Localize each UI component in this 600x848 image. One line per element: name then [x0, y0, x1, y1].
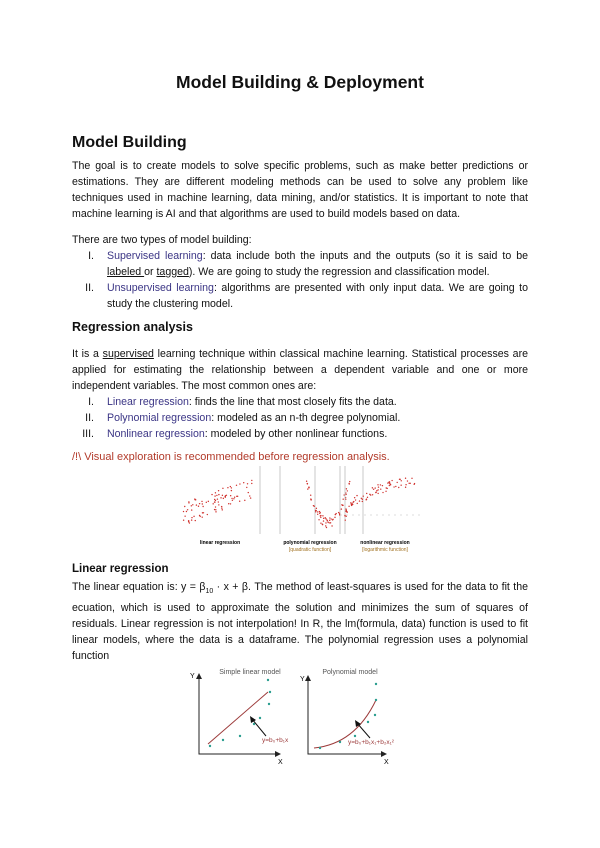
data-point: [405, 487, 406, 488]
term: Nonlinear regression: [107, 428, 205, 440]
data-point: [318, 519, 319, 520]
chart-title: Polynomial model: [322, 669, 378, 676]
panel-nonlinear: [340, 466, 420, 553]
panel-label: polynomial regression: [283, 540, 337, 546]
data-point: [356, 495, 357, 496]
data-point: [393, 486, 394, 487]
underlined-labeled: labeled: [107, 266, 145, 278]
panel-polynomial: [283, 466, 350, 553]
data-point: [218, 494, 219, 495]
data-point: [325, 517, 326, 518]
data-point: [231, 498, 232, 499]
data-point: [183, 519, 184, 520]
data-point: [362, 501, 363, 502]
data-point: [317, 511, 318, 512]
data-point: [184, 515, 185, 516]
data-point: [202, 512, 203, 513]
data-point: [201, 501, 202, 502]
data-point: [317, 514, 318, 515]
data-point: [396, 482, 397, 483]
data-point: [377, 484, 378, 485]
list-item: [72, 410, 528, 426]
data-point: [246, 487, 247, 488]
data-point: [366, 499, 367, 500]
data-point: [232, 500, 233, 501]
data-point: [382, 485, 383, 486]
data-point: [357, 503, 358, 504]
data-point: [269, 691, 271, 693]
data-point: [239, 501, 240, 502]
data-point: [341, 508, 342, 509]
data-point: [329, 520, 330, 521]
data-point: [325, 522, 326, 523]
arrow-icon: [196, 673, 202, 679]
data-point: [267, 679, 269, 681]
types-intro: There are two types of model building:: [72, 234, 252, 246]
data-point: [236, 496, 237, 497]
regression-types-figure: [180, 466, 420, 556]
data-point: [233, 498, 234, 499]
data-point: [375, 492, 376, 493]
data-point: [352, 502, 353, 503]
data-point: [221, 507, 222, 508]
data-point: [319, 747, 321, 749]
data-point: [389, 485, 390, 486]
arrow-icon: [305, 675, 311, 681]
data-point: [259, 717, 261, 719]
data-point: [226, 495, 227, 496]
data-point: [310, 495, 311, 496]
data-point: [382, 492, 383, 493]
types-list: [72, 232, 528, 312]
data-point: [398, 487, 399, 488]
text: The linear equation is: y = β: [72, 581, 206, 593]
data-point: [320, 517, 321, 518]
data-point: [194, 498, 195, 499]
data-point: [322, 515, 323, 516]
data-point: [405, 478, 406, 479]
data-point: [326, 527, 327, 528]
data-point: [310, 499, 311, 500]
text: learning technique within classical machine learning. Statistical processes are applied for estimating the relationship between a dependent variable and one or more independent variables. The most common ones are:: [72, 348, 528, 392]
data-point: [214, 499, 215, 500]
list-number: I.: [88, 396, 94, 408]
data-point: [223, 498, 224, 499]
data-point: [390, 484, 391, 485]
list-number: I.: [88, 250, 94, 262]
data-point: [218, 490, 219, 491]
data-point: [216, 495, 217, 496]
data-point: [329, 517, 330, 518]
data-point: [349, 481, 350, 482]
subscript: 10: [205, 588, 214, 596]
data-point: [348, 506, 349, 507]
data-point: [230, 486, 231, 487]
term-supervised: Supervised learning: [107, 250, 203, 262]
list-text: : modeled as an n-th degree polynomial.: [211, 412, 401, 424]
panel-sublabel: [quadratic function]: [288, 547, 332, 553]
data-point: [323, 518, 324, 519]
data-point: [214, 509, 215, 510]
data-point: [391, 480, 392, 481]
arrow: [357, 723, 370, 738]
warning-note: /!\ Visual exploration is recommended before regression analysis.: [72, 451, 390, 463]
list-text: : data include both the inputs and the outputs (so it is said to be: [202, 250, 529, 262]
data-point: [231, 490, 232, 491]
data-point: [251, 480, 252, 481]
data-point: [366, 493, 367, 494]
list-text: or: [144, 266, 157, 278]
data-point: [234, 497, 235, 498]
data-point: [400, 484, 401, 485]
data-point: [306, 481, 307, 482]
data-point: [375, 699, 377, 701]
data-point: [334, 517, 335, 518]
section-heading-model-building: Model Building: [72, 134, 187, 151]
data-point: [346, 488, 347, 489]
data-point: [268, 703, 270, 705]
data-point: [184, 506, 185, 507]
data-point: [380, 484, 381, 485]
data-point: [322, 524, 323, 525]
data-point: [345, 508, 346, 509]
data-point: [244, 500, 245, 501]
data-point: [215, 506, 216, 507]
data-point: [329, 522, 330, 523]
data-point: [330, 518, 331, 519]
equation-label: y=b₀+b₁x₁+b₂x₁²: [348, 739, 394, 746]
data-point: [212, 503, 213, 504]
data-point: [372, 487, 373, 488]
data-point: [307, 488, 308, 489]
data-point: [307, 483, 308, 484]
data-point: [198, 506, 199, 507]
panel-label: linear regression: [199, 540, 241, 546]
data-point: [236, 485, 237, 486]
list-item: [72, 426, 528, 442]
data-point: [188, 502, 189, 503]
data-point: [361, 498, 362, 499]
data-point: [355, 499, 356, 500]
data-point: [250, 497, 251, 498]
data-point: [354, 735, 356, 737]
underlined-supervised: supervised: [102, 348, 154, 360]
data-point: [388, 482, 389, 483]
list-item: [72, 280, 528, 312]
data-point: [323, 520, 324, 521]
data-point: [215, 492, 216, 493]
data-point: [386, 487, 387, 488]
data-point: [193, 516, 194, 517]
data-point: [395, 486, 396, 487]
data-point: [407, 480, 408, 481]
equation-label: y=b₀+b₁x: [262, 737, 289, 744]
data-point: [187, 509, 188, 510]
data-point: [227, 487, 228, 488]
panel-sublabel: [logarithmic function]: [362, 547, 408, 553]
data-point: [195, 520, 196, 521]
data-point: [247, 483, 248, 484]
data-point: [222, 495, 223, 496]
data-point: [385, 491, 386, 492]
data-point: [186, 511, 187, 512]
data-point: [346, 516, 347, 517]
data-point: [199, 515, 200, 516]
data-point: [251, 483, 252, 484]
arrow-icon: [250, 716, 256, 723]
data-point: [183, 511, 184, 512]
data-point: [338, 512, 339, 513]
text: It is a: [72, 348, 103, 360]
data-point: [189, 522, 190, 523]
data-point: [414, 483, 415, 484]
data-point: [215, 509, 216, 510]
data-point: [346, 512, 347, 513]
polynomial-model: [300, 669, 395, 766]
data-point: [377, 493, 378, 494]
data-point: [345, 494, 346, 495]
data-point: [411, 478, 412, 479]
data-point: [249, 495, 250, 496]
data-point: [199, 503, 200, 504]
data-point: [222, 488, 223, 489]
data-point: [377, 489, 378, 490]
data-point: [332, 519, 333, 520]
data-point: [217, 498, 218, 499]
underlined-tagged: tagged: [156, 266, 189, 278]
data-point: [374, 714, 376, 716]
data-point: [218, 501, 219, 502]
data-point: [191, 505, 192, 506]
data-point: [208, 501, 209, 502]
data-point: [211, 494, 212, 495]
data-point: [214, 501, 215, 502]
data-point: [191, 519, 192, 520]
data-point: [308, 487, 309, 488]
arrow: [252, 719, 266, 736]
data-point: [220, 497, 221, 498]
data-point: [202, 516, 203, 517]
data-point: [359, 500, 360, 501]
data-point: [320, 515, 321, 516]
data-point: [239, 735, 241, 737]
data-point: [315, 511, 316, 512]
list-item: [72, 394, 528, 410]
data-point: [405, 484, 406, 485]
text: · x + β. The method of least-squares is used for the data to fit the ecuation, which is used to approximate the solution and minimizes the sum of squares of residuals. Linear regression is not interpolation! In R, the lm(formula, data) function is used to fit linear models, where the data is a dataframe. The polynomial regression uses a polynomial function: [72, 581, 528, 663]
data-point: [367, 721, 369, 723]
x-axis-label: X: [384, 759, 389, 766]
regression-paragraph: [72, 346, 528, 442]
simple-linear-model: [190, 669, 289, 766]
chart-title: Simple linear model: [219, 669, 281, 676]
list-number: II.: [85, 282, 94, 294]
list-number: II.: [85, 412, 94, 424]
data-point: [222, 509, 223, 510]
data-point: [325, 525, 326, 526]
data-point: [222, 739, 224, 741]
data-point: [239, 483, 240, 484]
data-point: [372, 494, 373, 495]
data-point: [243, 482, 244, 483]
data-point: [248, 492, 249, 493]
data-point: [315, 510, 316, 511]
data-point: [313, 505, 314, 506]
data-point: [345, 519, 346, 520]
data-point: [339, 741, 341, 743]
data-point: [192, 504, 193, 505]
data-point: [188, 520, 189, 521]
data-point: [327, 520, 328, 521]
data-point: [202, 506, 203, 507]
data-point: [191, 509, 192, 510]
section-heading-linear: Linear regression: [72, 563, 169, 575]
panel-label: nonlinear regression: [360, 540, 410, 546]
data-point: [330, 522, 331, 523]
term-unsupervised: Unsupervised learning: [107, 282, 214, 294]
data-point: [206, 502, 207, 503]
data-point: [230, 503, 231, 504]
page-title: Model Building & Deployment: [176, 72, 424, 92]
data-point: [410, 483, 411, 484]
data-point: [196, 504, 197, 505]
intro-paragraph: The goal is to create models to solve specific problems, such as make better predictions or estimations. They are different modeling methods can be used to solve any problem like techniques used in machine learning, data mining, and/or statistics. It is important to note that machine learning is AI and that algorithms are used to build models based on data.: [72, 160, 528, 220]
panel-linear: [183, 466, 280, 546]
data-point: [218, 504, 219, 505]
data-point: [228, 503, 229, 504]
data-point: [231, 487, 232, 488]
data-point: [351, 505, 352, 506]
data-point: [350, 502, 351, 503]
data-point: [401, 480, 402, 481]
data-point: [369, 494, 370, 495]
data-point: [374, 487, 375, 488]
model-comparison-figure: [190, 664, 410, 766]
data-point: [221, 506, 222, 507]
data-point: [378, 486, 379, 487]
data-point: [342, 498, 343, 499]
data-point: [230, 495, 231, 496]
data-point: [349, 483, 350, 484]
data-point: [202, 503, 203, 504]
data-point: [335, 513, 336, 514]
data-point: [344, 515, 345, 516]
term: Linear regression: [107, 396, 189, 408]
data-point: [367, 497, 368, 498]
data-point: [380, 488, 381, 489]
data-point: [316, 508, 317, 509]
term: Polynomial regression: [107, 412, 212, 424]
arrow-icon: [275, 751, 281, 757]
data-point: [354, 497, 355, 498]
data-point: [191, 517, 192, 518]
list-number: III.: [82, 428, 94, 440]
data-point: [225, 497, 226, 498]
data-point: [320, 522, 321, 523]
list-item: [72, 248, 528, 280]
y-axis-label: Y: [190, 673, 195, 680]
list-text: : algorithms are presented with only input data. We are going to study the clustering model.: [107, 282, 528, 310]
data-point: [215, 511, 216, 512]
data-point: [373, 489, 374, 490]
list-text: ). We are going to study the regression and classification model.: [188, 266, 490, 278]
arrow-icon: [381, 751, 387, 757]
data-point: [214, 495, 215, 496]
data-point: [319, 513, 320, 514]
data-point: [363, 495, 364, 496]
data-point: [375, 683, 377, 685]
data-point: [399, 479, 400, 480]
x-axis-label: X: [278, 759, 283, 766]
data-point: [342, 505, 343, 506]
data-point: [376, 490, 377, 491]
linear-paragraph: [72, 579, 528, 664]
data-point: [207, 514, 208, 515]
section-heading-regression: Regression analysis: [72, 320, 193, 334]
y-axis-label: Y: [300, 676, 305, 683]
list-text: : modeled by other nonlinear functions.: [204, 428, 388, 440]
data-point: [326, 518, 327, 519]
list-text: : finds the line that most closely fits the data.: [188, 396, 397, 408]
data-point: [331, 525, 332, 526]
data-point: [209, 745, 211, 747]
data-point: [347, 490, 348, 491]
